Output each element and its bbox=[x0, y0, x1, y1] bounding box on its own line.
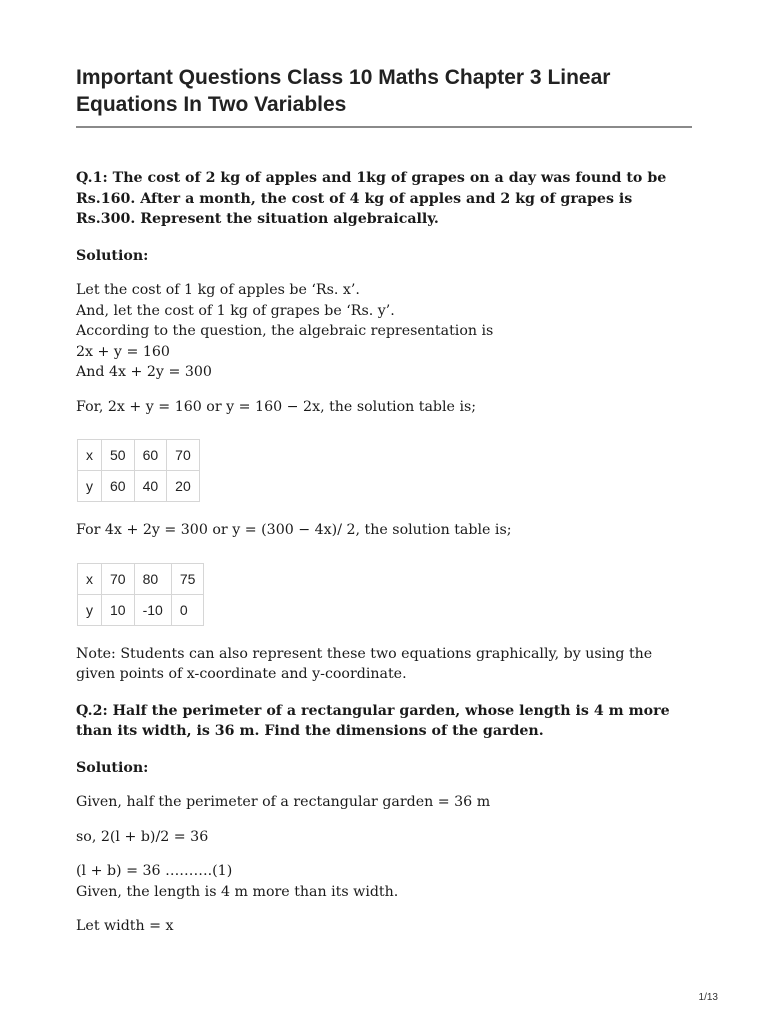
page-number: 1/13 bbox=[698, 992, 718, 1003]
note-text: Note: Students can also represent these two equations graphically, by using the given points of x-coordinate and y-coordinate. bbox=[76, 645, 653, 682]
table-2-intro: For 4x + 2y = 300 or y = (300 − 4x)/ 2, the solution table is; bbox=[76, 522, 512, 538]
table-cell: 20 bbox=[167, 471, 200, 502]
solution-1-lines bbox=[76, 280, 692, 383]
solution-line: And, let the cost of 1 kg of grapes be ‘Rs. y’. bbox=[76, 302, 395, 319]
table-cell: 80 bbox=[134, 563, 171, 594]
solution-line: According to the question, the algebraic representation is bbox=[76, 323, 494, 339]
table-row bbox=[78, 563, 204, 594]
question-1: Q.1: The cost of 2 kg of apples and 1kg of grapes on a day was found to be Rs.160. After a month, the cost of 4 kg of apples and 2 kg of grapes is Rs.300. Represent the situation algebraically. bbox=[76, 170, 667, 227]
table-cell: y bbox=[78, 594, 102, 625]
solution-2-line: Let width = x bbox=[76, 918, 174, 934]
table-cell: -10 bbox=[134, 594, 171, 625]
solution-label-1: Solution: bbox=[76, 247, 149, 264]
table-cell: 40 bbox=[134, 471, 167, 502]
table-cell: y bbox=[78, 471, 102, 502]
table-cell: 75 bbox=[171, 563, 204, 594]
question-2: Q.2: Half the perimeter of a rectangular garden, whose length is 4 m more than its width, is 36 m. Find the dimensions of the garden. bbox=[76, 702, 670, 739]
table-row bbox=[78, 594, 204, 625]
solution-2-lines bbox=[76, 861, 692, 902]
table-cell: 70 bbox=[167, 440, 200, 471]
table-cell: 50 bbox=[102, 440, 135, 471]
table-cell: 10 bbox=[102, 594, 135, 625]
table-cell: x bbox=[78, 440, 102, 471]
table-cell: 0 bbox=[171, 594, 204, 625]
table-cell: 70 bbox=[102, 563, 135, 594]
table-1-intro: For, 2x + y = 160 or y = 160 − 2x, the solution table is; bbox=[76, 398, 477, 415]
solution-line: Let the cost of 1 kg of apples be ‘Rs. x’. bbox=[76, 282, 360, 298]
table-row bbox=[78, 471, 200, 502]
document-page bbox=[76, 64, 692, 937]
solution-2-line: so, 2(l + b)/2 = 36 bbox=[76, 828, 209, 845]
solution-table-2 bbox=[77, 563, 204, 626]
table-row bbox=[78, 440, 200, 471]
solution-line: 2x + y = 160 bbox=[76, 343, 170, 360]
solution-2-line: Given, half the perimeter of a rectangular garden = 36 m bbox=[76, 794, 491, 810]
page-title: Important Questions Class 10 Maths Chapter 3 Linear Equations In Two Variables bbox=[76, 64, 692, 128]
table-cell: x bbox=[78, 563, 102, 594]
solution-line: Given, the length is 4 m more than its width. bbox=[76, 883, 399, 900]
solution-table-1 bbox=[77, 439, 200, 502]
table-cell: 60 bbox=[102, 471, 135, 502]
solution-line: And 4x + 2y = 300 bbox=[76, 364, 212, 380]
solution-line: (l + b) = 36 ……….(1) bbox=[76, 863, 233, 879]
table-cell: 60 bbox=[134, 440, 167, 471]
solution-label-2: Solution: bbox=[76, 759, 149, 776]
